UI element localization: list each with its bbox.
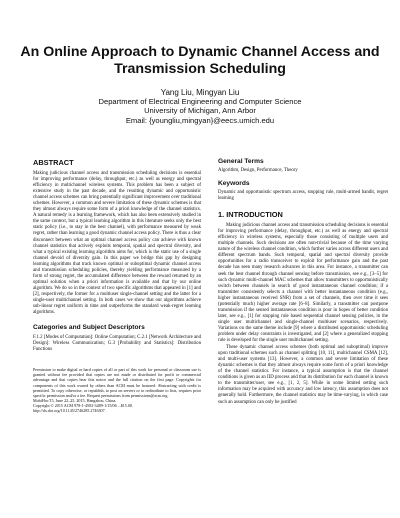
keywords-heading: Keywords xyxy=(218,180,250,188)
abstract-heading: ABSTRACT xyxy=(33,158,74,167)
copyright-rights: Copyright © 2015 ACM 978-1-4503-3489-1/15/06 ...$15.00. xyxy=(33,402,133,408)
author-email: Email: {youngliu,mingyan}@eecs.umich.edu xyxy=(125,115,275,125)
keywords-text: Dynamic and opportunistic spectrum access, stopping rule, multi-armed bandit, regret learning xyxy=(218,190,388,202)
introduction-paragraph-1: Making judicious channel access and transmission scheduling decisions is essential for improving performance (delay, throughput, etc.) as well as energy and spectral efficiency in wireless systems, especially those consisting of multiple users and multiple channels. Such decisions are often non-trivial because of the time varying nature of the wireless channel condition, which further varies across different users and different spectrum bands. Such temporal, spatial and spectral diversity provide opportunities for a radio transceiver to exploit for performance gain and the past decade has seen many research advances in this area. For instance, a transmitter can seek the best channel through channel sensing before transmission, see e.g., [3–5] for such dynamic multi-channel MAC schemes that allow transmitters to opportunistically switch between channels in search of good instantaneous channel condition; if a transmitter consistently selects a channel with better instantaneous condition (e.g., higher instantaneous received SNR) from a set of channels, then over time it sees (potentially much) higher average rate [6–8]. Similarly, a transmitter can postpone transmission if the sensed instantaneous condition is poor in hopes of better condition later, see e.g., [1] for stopping rule based sequential channel sensing policies, in the single user multichannel and single-channel multiuser scenarios, respectively. Variations on the same theme include [9] where a distributed opportunistic scheduling problem under delay constraints is investigated, and [2] where a generalized stopping rule is developed for the single user multichannel setting. xyxy=(218,223,388,344)
left-column xyxy=(33,158,201,413)
copyright-permission: Permission to make digital or hard copies of all or part of this work for personal or classroom use is granted without fee provided that copies are not made or distributed for profit or commercial advantage and that copies bear this notice and the full citation on the first page. Copyrights for components of this work owned by others than ACM must be honored. Abstracting with credit is permitted. To copy otherwise, or republish, to post on servers or to redistribute to lists, requires prior specific permission and/or a fee. Request permissions from permissions@acm.org. xyxy=(33,367,201,398)
author-block xyxy=(0,88,400,125)
author-department: Department of Electrical Engineering and Computer Science xyxy=(98,97,302,107)
categories-text: F.1.2 [Modes of Computation]: Online Computation; C.2.1 [Network Architecture and Design]: Wireless Communication; G.3 [Probability and Statistics]: Distribution Functions xyxy=(33,335,201,353)
abstract-text: Making judicious channel access and transmission scheduling decisions is essential for improving performance (delay, throughput, etc.) as well as energy and spectral efficiency in multichannel wireless systems. This problem has been a subject of extensive study in the past decade, and the resulting dynamic and opportunistic channel access schemes can bring potentially significant improvement over traditional schemes. However, a common and severe limitation of these dynamic schemes is that they almost always require some form of a priori knowledge of the channel statistics. A natural remedy is a learning framework, which has also been extensively studied in the same context, but a typical learning algorithm in this literature seeks only the best static policy (i.e., to stay in the best channel), with performance measured by weak regret, rather than learning a good dynamic channel access policy. There is thus a clear disconnect between what an optimal channel access policy can achieve with known channel statistics that actively exploits temporal, spatial and spectral diversity, and what a typical existing learning algorithm aims for, which is the static use of a single channel devoid of diversity gain. In this paper we bridge this gap by designing learning algorithms that track known optimal or suboptimal dynamic channel access and transmission scheduling policies, thereby yielding performance measured by a form of strong regret, the accumulated difference between the reward returned by an optimal solution when a priori information is available and that by our online algorithm. We do so in the context of two specific algorithms that appeared in [1] and [2], respectively, the former for a multiuser single-channel setting and the latter for a single-user multichannel setting. In both cases we show that our algorithms achieve sub-linear regret uniform in time and outperforms the standard weak-regret learning algorithms. xyxy=(33,171,201,316)
paper-title-line-2: Transmission Scheduling xyxy=(114,61,286,77)
paper-title-line-1: An Online Approach to Dynamic Channel Access and xyxy=(20,44,380,60)
author-names: Yang Liu, Mingyan Liu xyxy=(160,88,240,97)
general-terms-heading: General Terms xyxy=(218,158,264,165)
introduction-paragraph-2: These dynamic channel access schemes (both optimal and suboptimal) improve upon traditional schemes such as channel splitting [10, 11], multichannel CSMA [12], and multi-user systems [13]. However, a common and severe limitation of these dynamic schemes is that they almost always require some form of a priori knowledge of the channel statistics. For instance, a typical assumption is that the channel conditions is given as an IID process and that its distribution for each channel is known to the transmitter/user, see e.g., [1, 2, 5]. While in some limited setting such information may be acquired with accuracy and low latency, this assumption does not generally hold. Furthermore, the channel statistics may be time-varying, in which case such an assumption can only be justified xyxy=(218,345,388,405)
paper-title xyxy=(0,44,400,78)
general-terms-text: Algorithm, Design, Performance, Theory xyxy=(218,168,298,173)
copyright-block xyxy=(33,367,201,413)
copyright-venue: MobiHoc'15, June 22–25, 2015, Hangzhou, China. xyxy=(33,397,117,403)
author-university: University of Michigan, Ann Arbor xyxy=(144,106,256,116)
copyright-doi: http://dx.doi.org/10.1145/2746285.2746307. xyxy=(33,408,106,414)
right-column xyxy=(218,158,388,406)
categories-heading: Categories and Subject Descriptors xyxy=(33,324,145,332)
introduction-heading: 1. INTRODUCTION xyxy=(218,210,283,220)
